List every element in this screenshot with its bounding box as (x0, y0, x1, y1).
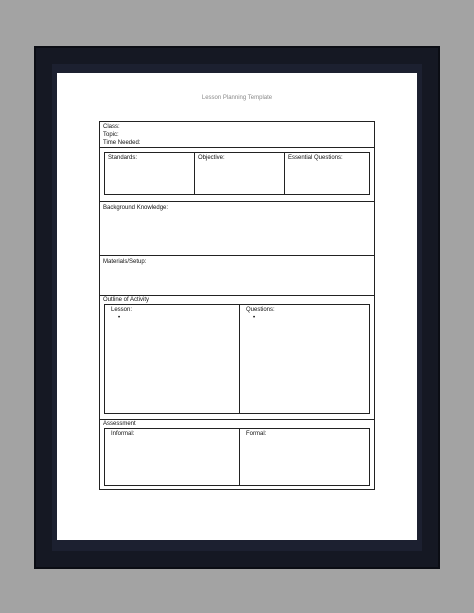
assessment-label: Assessment (103, 421, 136, 427)
standards-section (100, 148, 374, 202)
class-field-label: Class: (103, 124, 120, 130)
header-fields-section (100, 122, 374, 148)
outline-section (100, 296, 374, 420)
essential-questions-label: Essential Questions: (288, 155, 343, 161)
lesson-label: Lesson: (111, 307, 133, 313)
document-title: Lesson Planning Template (201, 95, 273, 101)
document-page (57, 73, 417, 540)
essential-questions-cell (284, 153, 369, 194)
formal-label: Formal: (246, 431, 267, 437)
time-needed-field-label: Time Needed: (103, 140, 141, 146)
objective-cell (194, 153, 284, 194)
questions-bullet: • (253, 315, 256, 321)
questions-label: Questions: (246, 307, 275, 313)
background-knowledge-label: Background Knowledge: (103, 205, 169, 211)
assessment-section (100, 420, 374, 489)
outline-label: Outline of Activity (103, 297, 150, 303)
formal-cell (239, 429, 369, 485)
informal-cell (105, 429, 239, 485)
standards-grid (104, 152, 370, 195)
outline-grid (104, 304, 370, 414)
lesson-cell (105, 305, 239, 413)
standards-label: Standards: (108, 155, 138, 161)
standards-cell (105, 153, 194, 194)
materials-section (100, 256, 374, 296)
assessment-grid (104, 428, 370, 486)
lesson-plan-form (99, 121, 375, 490)
questions-cell (239, 305, 369, 413)
topic-field-label: Topic: (103, 132, 119, 138)
background-knowledge-section (100, 202, 374, 256)
materials-label: Materials/Setup: (103, 259, 147, 265)
informal-label: Informal: (111, 431, 135, 437)
lesson-bullet: • (118, 315, 121, 321)
objective-label: Objective: (198, 155, 225, 161)
